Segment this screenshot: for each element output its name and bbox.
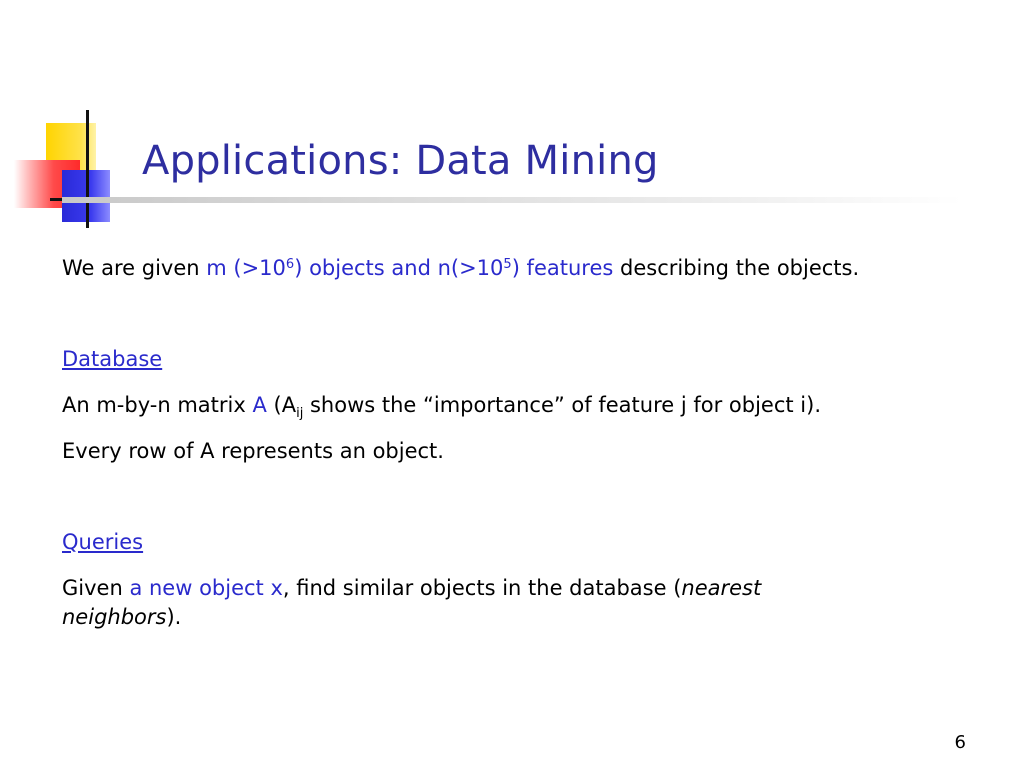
slide-logo-decoration [0,100,160,230]
database-heading-link[interactable]: Database [62,347,163,371]
spacer [62,557,972,574]
queries-paragraph [62,574,972,632]
queries-pre: Given [62,576,130,600]
database-line1-subscript: ij [296,406,304,421]
vertical-line-decoration [86,110,89,228]
slide-title: Applications: Data Mining [142,138,659,184]
spacer [62,283,972,345]
queries-heading-link[interactable]: Queries [62,530,144,554]
queries-new-object-highlight: a new object x [129,576,283,600]
database-heading[interactable] [62,345,972,374]
queries-nearest-italic: nearest [681,576,762,600]
intro-n-exponent: 5 [503,257,512,272]
slide-body [62,254,972,632]
database-line-1 [62,391,972,420]
spacer [62,420,972,437]
intro-m-text: m (>10 [206,256,286,280]
title-underline-rule [62,197,962,203]
queries-neighbors-italic: neighbors [62,605,167,629]
queries-mid: , find similar objects in the database ( [282,576,682,600]
intro-m-exponent: 6 [285,257,295,272]
page-number: 6 [954,732,966,753]
intro-post: describing the objects. [613,256,860,280]
intro-features-text: ) features [511,256,614,280]
intro-paragraph [62,254,972,283]
spacer [62,374,972,391]
intro-m-objects [206,256,613,280]
intro-pre: We are given [62,256,207,280]
database-line1-pre: An m-by-n matrix [62,393,253,417]
queries-heading[interactable] [62,528,972,557]
database-line1-aij: (A [266,393,297,417]
database-line-2: Every row of A represents an object. [62,439,444,463]
spacer [62,466,972,528]
queries-post: ). [166,605,182,629]
intro-n-text: ) objects and n(>10 [294,256,504,280]
database-line1-post: shows the “importance” of feature j for object i). [303,393,821,417]
matrix-a-highlight: A [252,393,267,417]
